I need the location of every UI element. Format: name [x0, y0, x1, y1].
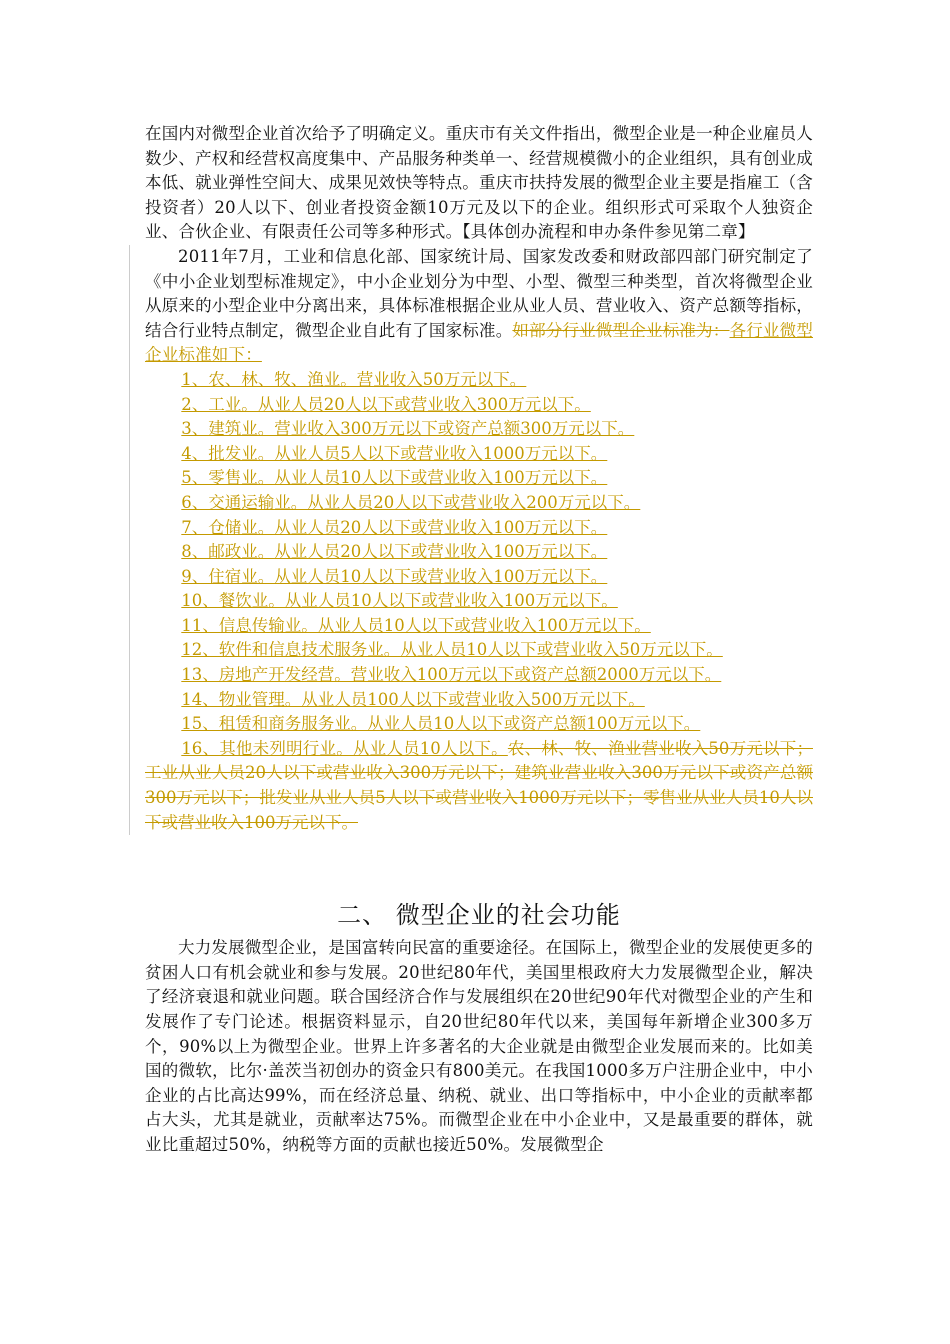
deleted-lead-text: 如部分行业微型企业标准为：: [512, 320, 730, 340]
last-list-item: [145, 737, 813, 835]
standard-paragraph: [145, 245, 813, 368]
list-item: 15、租赁和商务服务业。从业人员10人以下或资产总额100万元以下。: [181, 714, 701, 734]
list-item: 1、农、林、牧、渔业。营业收入50万元以下。: [181, 369, 527, 389]
list-item: 7、仓储业。从业人员20人以下或营业收入100万元以下。: [181, 517, 608, 537]
document-page: [145, 122, 813, 1158]
list-item: 14、物业管理。从业人员100人以下或营业收入500万元以下。: [181, 689, 645, 709]
list-item: 4、批发业。从业人员5人以下或营业收入1000万元以下。: [181, 443, 608, 463]
list-item: 2、工业。从业人员20人以下或营业收入300万元以下。: [181, 394, 591, 414]
list-item: 8、邮政业。从业人员20人以下或营业收入100万元以下。: [181, 542, 608, 562]
intro-paragraph: 在国内对微型企业首次给予了明确定义。重庆市有关文件指出，微型企业是一种企业雇员人数少、产权和经营权高度集中、产品服务种类单一、经营规模微小的企业组织，具有创业成本低、就业弹性空间大、成果见效快等特点。重庆市扶持发展的微型企业主要是指雇工（含投资者）20人以下、创业者投资金额10万元及以下的企业。组织形式可采取个人独资企业、合伙企业、有限责任公司等多种形式。【具体创办流程和申办条件参见第二章】: [145, 124, 813, 242]
list-item: 11、信息传输业。从业人员10人以下或营业收入100万元以下。: [181, 615, 651, 635]
inserted-item-16: 16、其他未列明行业。从业人员10人以下。: [181, 738, 508, 758]
list-item: 6、交通运输业。从业人员20人以下或营业收入200万元以下。: [181, 492, 641, 512]
list-item: 3、建筑业。营业收入300万元以下或资产总额300万元以下。: [181, 419, 635, 439]
list-item: 9、住宿业。从业人员10人以下或营业收入100万元以下。: [181, 566, 608, 586]
deleted-standards-text: 农、林、牧、渔业营业收入50万元以下；工业从业人员20人以下或营业收入300万元以下；建筑业营业收入300万元以下或资产总额300万元以下；批发业从业人员5人以下或营业收入1000万元以下；零售业从业人员10人以下或营业收入100万元以下。: [145, 738, 813, 832]
revision-block: [129, 245, 813, 835]
list-item: 5、零售业。从业人员10人以下或营业收入100万元以下。: [181, 468, 608, 488]
section2-paragraph: 大力发展微型企业，是国富转向民富的重要途径。在国际上，微型企业的发展使更多的贫困人口有机会就业和参与发展。20世纪80年代，美国里根政府大力发展微型企业，解决了经济衰退和就业问题。联合国经济合作与发展组织在20世纪90年代对微型企业的产生和发展作了专门论述。根据资料显示，自20世纪80年代以来，美国每年新增企业300多万个，90%以上为微型企业。世界上许多著名的大企业就是由微型企业发展而来的。比如美国的微软，比尔·盖茨当初创办的资金只有800美元。在我国1000多万户注册企业中，中小企业的占比高达99%，而在经济总量、纳税、就业、出口等指标中，中小企业的贡献率都占大头，尤其是就业，贡献率达75%。而微型企业在中小企业中，又是最重要的群体，就业比重超过50%，纳税等方面的贡献也接近50%。发展微型企: [145, 938, 813, 1154]
list-item: 12、软件和信息技术服务业。从业人员10人以下或营业收入50万元以下。: [181, 640, 723, 660]
section-heading: 二、 微型企业的社会功能: [337, 901, 621, 930]
standard-text: 2011年7月，工业和信息化部、国家统计局、国家发改委和财政部四部门研究制定了《中小企业划型标准规定》，中小企业划分为中型、小型、微型三种类型，首次将微型企业从原来的小型企业中分离出来，具体标准根据企业从业人员、营业收入、资产总额等指标，结合行业特点制定，微型企业自此有了国家标准。: [145, 246, 813, 340]
inserted-lead-text: 各行业微型企业标准如下：: [145, 320, 814, 365]
industry-standard-list: [145, 368, 813, 737]
list-item: 10、餐饮业。从业人员10人以下或营业收入100万元以下。: [181, 591, 618, 611]
list-item: 13、房地产开发经营。营业收入100万元以下或资产总额2000万元以下。: [181, 665, 722, 685]
